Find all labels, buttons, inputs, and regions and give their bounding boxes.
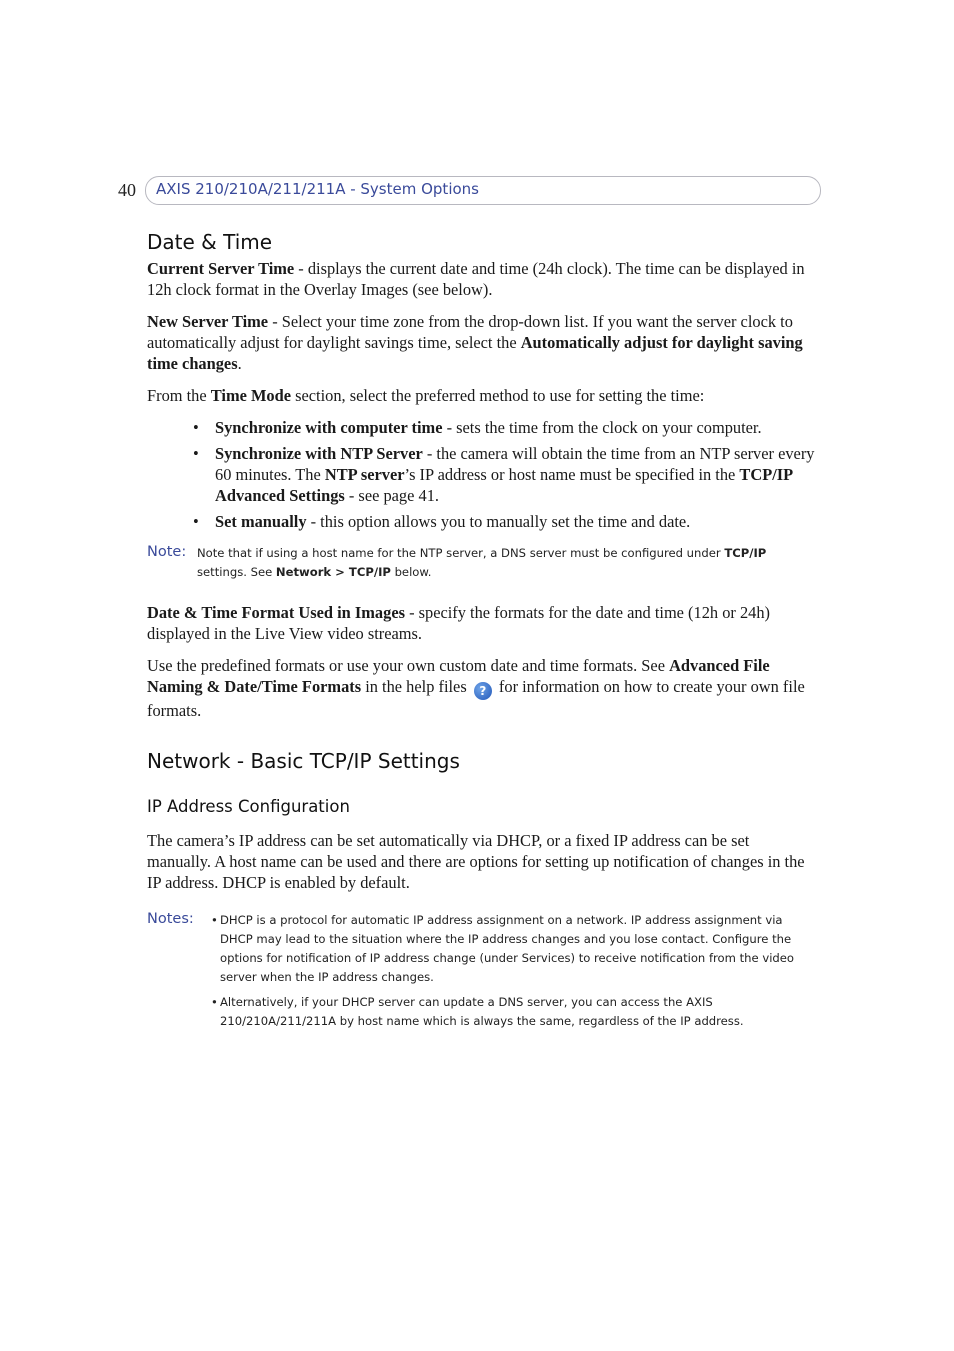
new-server-time-text: - Select your time zone from the drop-down list. If you want the server clock to automatically adjust for daylight savings time, select the: [147, 312, 793, 352]
current-server-time-label: Current Server Time: [147, 259, 295, 278]
note-item: • Alternatively, if your DHCP server can update a DNS server, you can access the AXIS 210/210A/211/211A by host name which is always the same, regardless of the IP address.: [211, 995, 744, 1028]
format-paragraph: [147, 602, 817, 644]
new-server-time-label: New Server Time: [147, 312, 269, 331]
new-server-time-paragraph: [147, 311, 817, 374]
note-bold-tcpip: TCP/IP: [724, 546, 767, 560]
note-text: [197, 544, 817, 582]
format-label: Date & Time Format Used in Images: [147, 603, 405, 622]
subheading-ip-address: IP Address Configuration: [147, 797, 350, 816]
predef-text-1: Use the predefined formats or use your own custom date and time formats. See: [147, 656, 670, 675]
section-heading-network: Network - Basic TCP/IP Settings: [147, 749, 460, 773]
time-mode-list: [147, 417, 817, 532]
note-label: Note:: [147, 544, 187, 560]
current-server-time-paragraph: [147, 258, 817, 300]
tcp-ip-advanced-label: TCP/IP Advanced Settings: [215, 465, 793, 505]
page-header: [118, 176, 821, 205]
header-banner: [145, 176, 821, 205]
ntp-mid-text: ’s IP address or host name must be specified in the: [404, 465, 740, 484]
notes-label: Notes:: [147, 911, 194, 927]
bullet-text: - the camera will obtain the time from an NTP server every 60 minutes. The: [215, 444, 815, 484]
ip-address-paragraph: The camera’s IP address can be set automatically via DHCP, or a fixed IP address can be set manually. A host name can be used and there are options for setting up notification of changes in the IP address. DHCP is enabled by default.: [147, 831, 805, 892]
advanced-file-naming-label: Advanced File Naming & Date/Time Formats: [147, 656, 770, 696]
page-number: 40: [118, 180, 136, 200]
bullet-label: Synchronize with computer time: [215, 418, 443, 437]
time-mode-prefix: From the: [147, 386, 211, 405]
period: .: [237, 354, 242, 373]
note-bold-network: Network > TCP/IP: [275, 565, 391, 579]
note-text-2: settings. See: [197, 565, 276, 579]
dhcp-notes: [147, 911, 817, 1037]
header-title: AXIS 210/210A/211/211A - System Options: [156, 180, 479, 198]
list-item: • Synchronize with NTP Server - the camera will obtain the time from an NTP server every 60 minutes. The NTP server’s IP address or host name must be specified in the TCP/IP Advanced Settings - see page 41.: [193, 444, 815, 505]
bullet-label: Set manually: [215, 512, 307, 531]
bullet-label: Synchronize with NTP Server: [215, 444, 423, 463]
note-text-1: Note that if using a host name for the NTP server, a DNS server must be configured under: [197, 546, 725, 560]
time-mode-label: Time Mode: [210, 386, 292, 405]
time-mode-text: section, select the preferred method to use for setting the time:: [291, 386, 705, 405]
format-text: - specify the formats for the date and time (12h or 24h) displayed in the Live View video streams.: [147, 603, 770, 643]
page-content: [147, 230, 817, 1037]
current-server-time-text: - displays the current date and time (24h clock). The time can be displayed in 12h clock format in the Overlay Images (see below).: [147, 259, 805, 299]
predefined-formats-paragraph: [147, 655, 817, 721]
ntp-server-label: NTP server: [324, 465, 405, 484]
note-item-text: DHCP is a protocol for automatic IP address assignment on a network. IP address assignment via DHCP may lead to the situation where the IP address changes and you lose contact. Configure the options for notification of IP address change (under Services) to receive notification from the video server when the IP address changes.: [220, 913, 795, 984]
predef-text-3: for information on how to create your own file formats.: [147, 677, 805, 720]
bullet-text: - this option allows you to manually set the time and date.: [306, 512, 691, 531]
time-mode-paragraph: [147, 385, 817, 406]
ntp-end-text: - see page 41.: [344, 486, 439, 505]
auto-adjust-label: Automatically adjust for daylight saving time changes: [147, 333, 803, 373]
note-item: • DHCP is a protocol for automatic IP address assignment on a network. IP address assignment via DHCP may lead to the situation where the IP address changes and you lose contact. Configure the options for notification of IP address change (under Services) to receive notification from the video server when the IP address changes.: [211, 913, 795, 984]
notes-list: [211, 911, 817, 1037]
bullet-text: - sets the time from the clock on your computer.: [442, 418, 762, 437]
section-heading-date-time: Date & Time: [147, 230, 273, 254]
list-item: • Synchronize with computer time - sets the time from the clock on your computer.: [193, 418, 762, 437]
list-item: • Set manually - this option allows you to manually set the time and date.: [193, 512, 691, 531]
ntp-note: [147, 544, 817, 582]
help-icon[interactable]: ?: [474, 682, 492, 700]
note-item-text: Alternatively, if your DHCP server can update a DNS server, you can access the AXIS 210/210A/211/211A by host name which is always the same, regardless of the IP address.: [220, 995, 744, 1028]
note-text-3: below.: [390, 565, 432, 579]
predef-text-2: in the help files: [361, 677, 471, 696]
